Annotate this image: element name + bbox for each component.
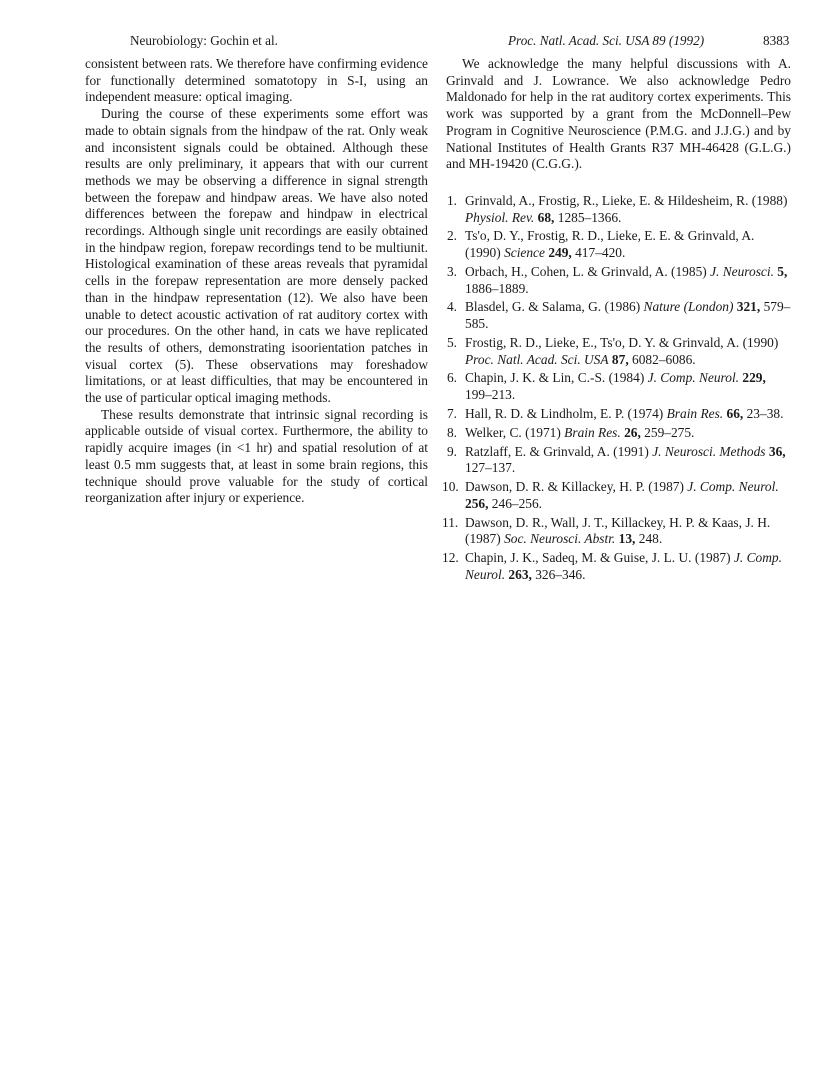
reference-item: 3. Orbach, H., Cohen, L. & Grinvald, A. (1985) J. Neurosci. 5, 1886–1889. — [446, 263, 788, 296]
reference-item: 11. Dawson, D. R., Wall, J. T., Killackey, H. P. & Kaas, J. H. (1987) Soc. Neurosci. Abstr. 13, 248. — [442, 514, 771, 547]
reference-item: 9. Ratzlaff, E. & Grinvald, A. (1991) J. Neurosci. Methods 36, 127–137. — [446, 443, 786, 476]
running-header — [0, 33, 816, 53]
body-paragraph-1: consistent between rats. We therefore have confirming evidence for functionally determined somatotopy in S-I, using an independent measure: optical imaging. — [85, 56, 428, 105]
page-number: 8383 — [763, 33, 790, 48]
header-section-authors: Neurobiology: Gochin et al. — [130, 33, 278, 48]
reference-list — [442, 192, 791, 584]
acknowledgment: We acknowledge the many helpful discussions with A. Grinvald and J. Lowrance. We also acknowledge Pedro Maldonado for help in the rat auditory cortex experiments. This work was supported by a grant from the McDonnell–Pew Program in Cognitive Neuroscience (P.M.G. and J.J.G.) and by National Institutes of Health Grants R37 MH-46428 (G.L.G.) and MH-19420 (C.G.G.). — [446, 56, 791, 172]
reference-item: 5. Frostig, R. D., Lieke, E., Ts'o, D. Y. & Grinvald, A. (1990) Proc. Natl. Acad. Sci. USA 87, 6082–6086. — [446, 334, 779, 367]
body-paragraph-2: During the course of these experiments some effort was made to obtain signals from the hindpaw of the rat. Only weak and inconsistent signals could be obtained. Although these results are only preliminary, it appears that with our current methods we may be observing a difference in signal strength between the forepaw and hindpaw areas. We have also noted differences between the forepaw and hindpaw in electrical recordings. Although single unit recordings are easily obtained in the hindpaw region, forepaw recordings tend to be multiunit. Histological examination of these areas reveals that pyramidal cells in the forepaw representation are more densely packed than in the hindpaw representation (12). We also have been unable to detect acoustic activation of rat auditory cortex with our procedures. On the other hand, in cats we have replicated the results of others, demonstrating isoorientation patches in visual cortex (5). These observations may foreshadow limitations, or at least difficulties, that may be encountered in the use of particular optical imaging methods. — [85, 106, 428, 406]
reference-item: 7. Hall, R. D. & Lindholm, E. P. (1974) Brain Res. 66, 23–38. — [446, 405, 784, 421]
left-column — [85, 56, 428, 507]
right-column — [442, 56, 791, 586]
reference-item: 2. Ts'o, D. Y., Frostig, R. D., Lieke, E. E. & Grinvald, A. (1990) Science 249, 417–420. — [446, 228, 755, 261]
reference-item: 6. Chapin, J. K. & Lin, C.-S. (1984) J. Comp. Neurol. 229, 199–213. — [446, 370, 766, 403]
reference-item: 12. Chapin, J. K., Sadeq, M. & Guise, J. L. U. (1987) J. Comp. Neurol. 263, 326–346. — [442, 550, 782, 582]
body-paragraph-3: These results demonstrate that intrinsic signal recording is applicable outside of visual cortex. Furthermore, the ability to rapidly acquire images (in <1 hr) and spatial resolution of at least 0.5 mm suggests that, at least in some brain regions, this technique should prove valuable for the study of cortical reorganization after injury or experience. — [85, 406, 428, 506]
reference-item: 1. Grinvald, A., Frostig, R., Lieke, E. & Hildesheim, R. (1988) Physiol. Rev. 68, 1285–1366. — [446, 192, 788, 225]
reference-item: 8. Welker, C. (1971) Brain Res. 26, 259–275. — [446, 424, 695, 440]
reference-item: 4. Blasdel, G. & Salama, G. (1986) Nature (London) 321, 579–585. — [446, 299, 791, 332]
reference-item: 10. Dawson, D. R. & Killackey, H. P. (1987) J. Comp. Neurol. 256, 246–256. — [442, 479, 779, 511]
header-journal: Proc. Natl. Acad. Sci. USA 89 (1992) — [508, 33, 705, 48]
